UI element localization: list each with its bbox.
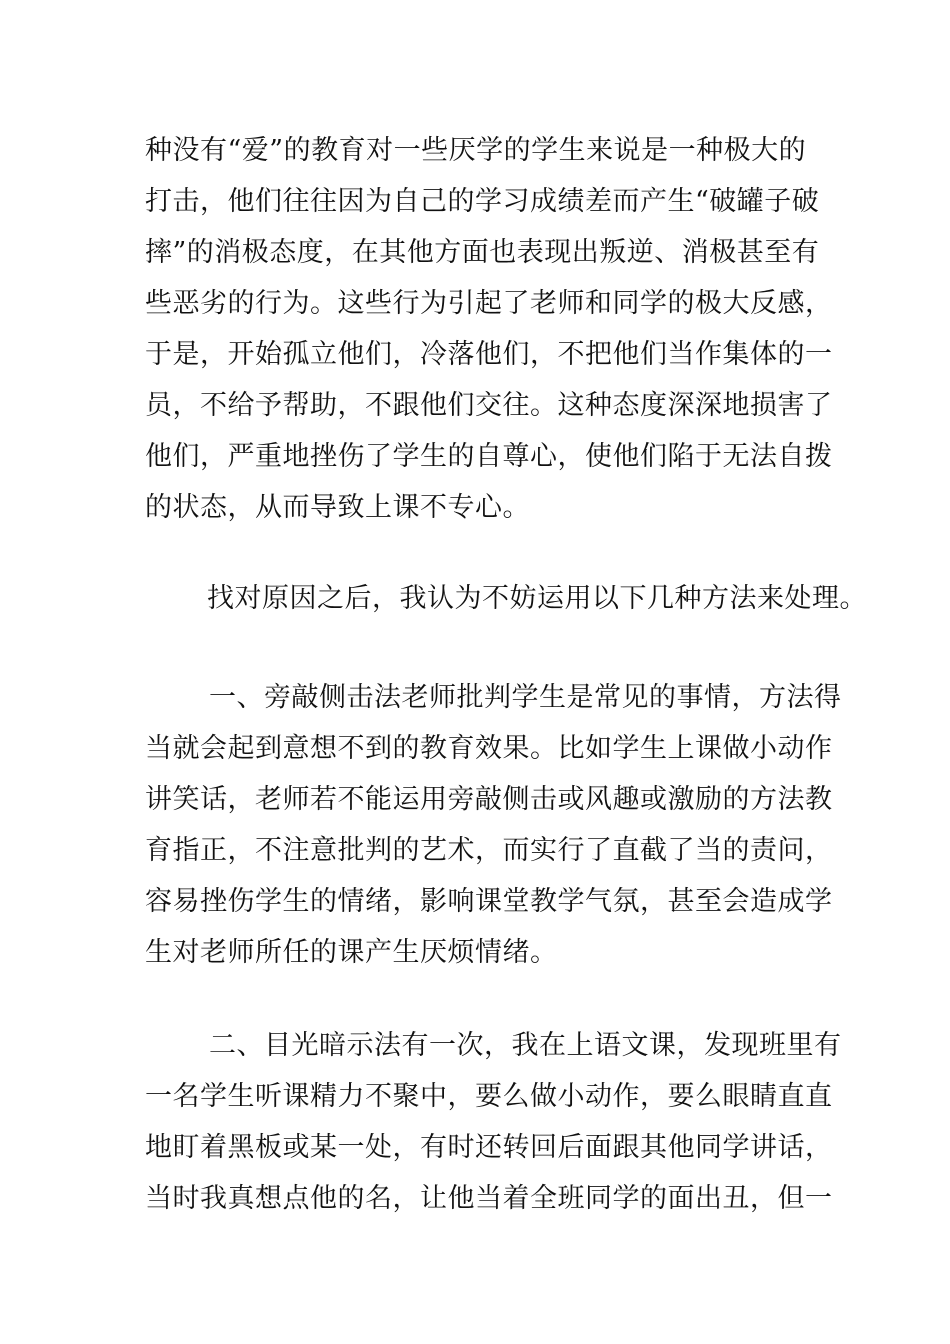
text-line: 讲笑话，老师若不能运用旁敲侧击或风趣或激励的方法教 xyxy=(145,784,833,815)
text-line: 生对老师所任的课产生厌烦情绪。 xyxy=(145,937,558,968)
text-line: 些恶劣的行为。这些行为引起了老师和同学的极大反感， xyxy=(145,288,833,319)
text-line: 摔”的消极态度，在其他方面也表现出叛逆、消极甚至有 xyxy=(145,237,820,268)
text-line: 当时我真想点他的名，让他当着全班同学的面出丑，但一 xyxy=(145,1183,833,1214)
text-line: 育指正，不注意批判的艺术，而实行了直截了当的责问， xyxy=(145,835,833,866)
text-line: 于是，开始孤立他们，冷落他们，不把他们当作集体的一 xyxy=(145,339,833,370)
text-line: 容易挫伤学生的情绪，影响课堂教学气氛，甚至会造成学 xyxy=(145,886,833,917)
text-line: 员，不给予帮助，不跟他们交往。这种态度深深地损害了 xyxy=(145,390,833,421)
text-line: 二、目光暗示法有一次，我在上语文课，发现班里有 xyxy=(209,1030,842,1061)
text-line: 一名学生听课精力不聚中，要么做小动作，要么眼睛直直 xyxy=(145,1081,833,1112)
text-line: 种没有“爱”的教育对一些厌学的学生来说是一种极大的 xyxy=(145,135,807,166)
text-line: 他们，严重地挫伤了学生的自尊心，使他们陷于无法自拨 xyxy=(145,441,833,472)
text-line: 地盯着黑板或某一处，有时还转回后面跟其他同学讲话， xyxy=(145,1132,833,1163)
text-line: 当就会起到意想不到的教育效果。比如学生上课做小动作 xyxy=(145,733,833,764)
text-line: 一、旁敲侧击法老师批判学生是常见的事情，方法得 xyxy=(209,682,842,713)
text-line: 的状态，从而导致上课不专心。 xyxy=(145,492,530,523)
text-line: 找对原因之后，我认为不妨运用以下几种方法来处理。 xyxy=(207,583,867,614)
text-line: 打击，他们往往因为自己的学习成绩差而产生“破罐子破 xyxy=(145,186,820,217)
